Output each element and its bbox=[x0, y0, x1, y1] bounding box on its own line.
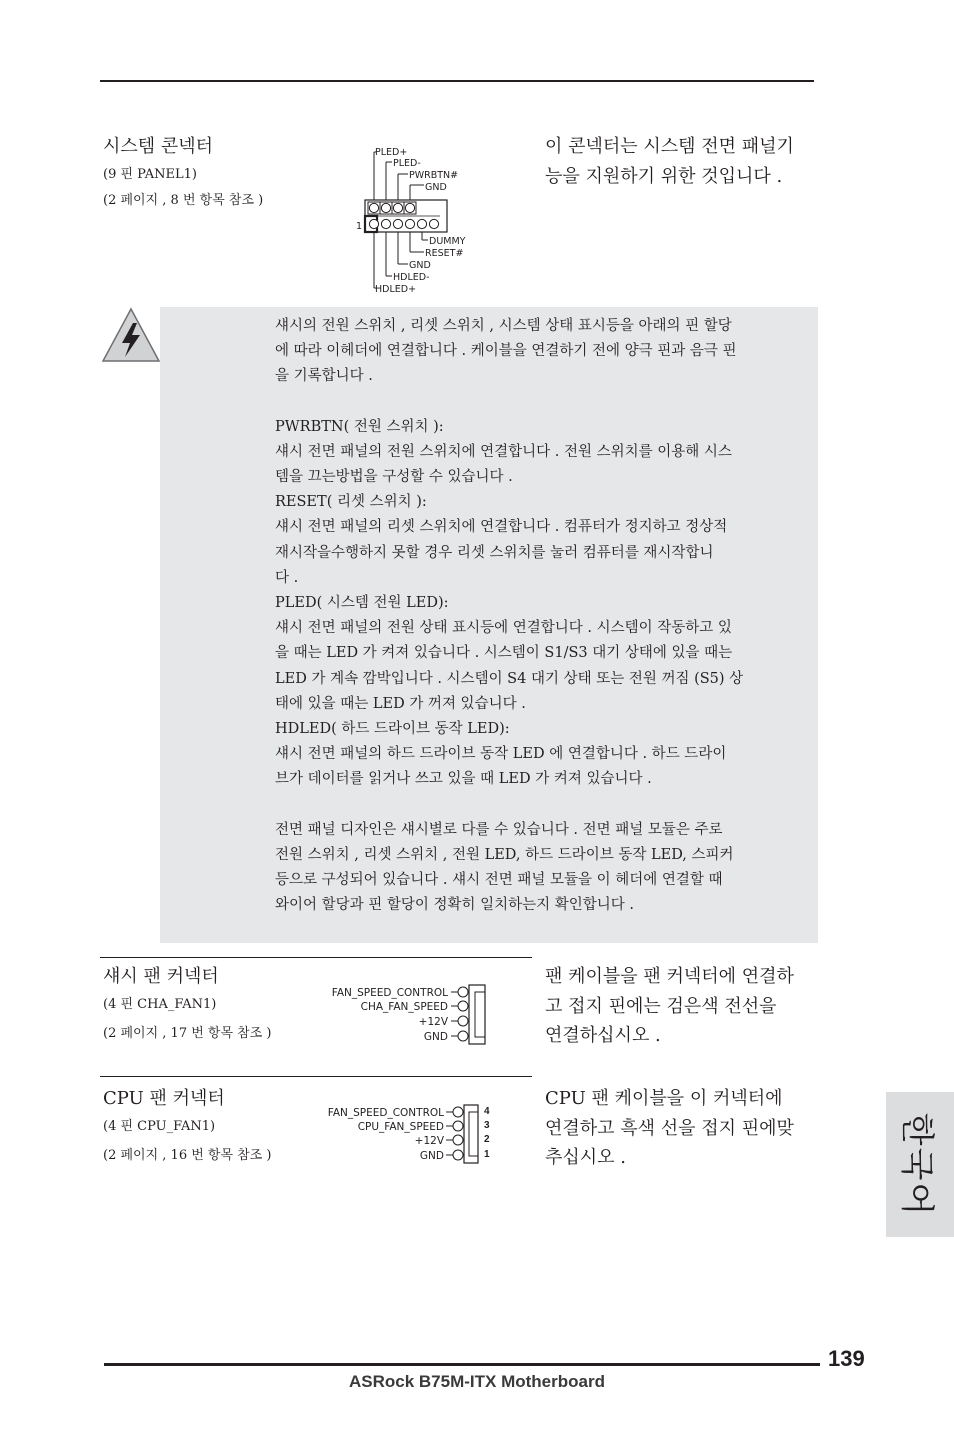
panel-desc-1: 이 콘넥터는 시스템 전면 패널기 bbox=[545, 136, 794, 157]
cpu-fan-rule bbox=[100, 1076, 532, 1077]
cpu-fan-desc-1: CPU 팬 케이블을 이 커넥터에 bbox=[545, 1088, 783, 1109]
panel-title: 시스템 콘넥터 bbox=[103, 136, 214, 157]
panel-desc-2: 능을 지원하기 위한 것입니다 . bbox=[545, 166, 783, 187]
cha-fan-pins: (4 핀 CHA_FAN1) bbox=[103, 997, 217, 1012]
pin-label-pled-plus: PLED+ bbox=[375, 147, 408, 158]
pin-label-gnd-top: GND bbox=[425, 182, 447, 193]
footer-brand: ASRock B75M-ITX Motherboard bbox=[349, 1372, 605, 1391]
footer-rule bbox=[104, 1363, 820, 1366]
cha-fan-desc-1: 팬 케이블을 팬 커넥터에 연결하 bbox=[545, 966, 794, 987]
pin-label-reset: RESET# bbox=[425, 248, 464, 259]
cha-fan-desc-3: 연결하십시오 . bbox=[545, 1025, 661, 1046]
cpu-fan-pins: (4 핀 CPU_FAN1) bbox=[103, 1119, 216, 1134]
note-text bbox=[275, 314, 820, 918]
cpu-fan-title: CPU 팬 커넥터 bbox=[103, 1088, 225, 1109]
pin-label-hdled-minus: HDLED- bbox=[393, 272, 430, 283]
language-side-tab bbox=[886, 1092, 954, 1237]
panel-pins: (9 핀 PANEL1) bbox=[103, 167, 197, 182]
cpu-fan-label-speed: CPU_FAN_SPEED bbox=[357, 1121, 444, 1133]
note-intro: 섀시의 전원 스위치 , 리셋 스위치 , 시스템 상태 표시등을 아래의 핀 할당 에 따라 이헤더에 연결합니다 . 케이블을 연결하기 전에 양극 핀과 음극 핀 을 기록합니다 . bbox=[275, 318, 737, 385]
page-number: 139 bbox=[828, 1346, 865, 1371]
top-rule bbox=[100, 80, 814, 82]
pin-label-gnd-bottom: GND bbox=[409, 260, 431, 271]
warning-lightning-icon bbox=[100, 307, 162, 363]
pin-label-dummy: DUMMY bbox=[429, 236, 466, 247]
cpu-fan-label-12v: +12V bbox=[414, 1135, 444, 1147]
pin-label-hdled-plus: HDLED+ bbox=[375, 284, 417, 295]
cpu-fan-diagram bbox=[310, 1102, 500, 1168]
cpu-fan-pin-3: 3 bbox=[484, 1120, 490, 1131]
cpu-fan-pin-4: 4 bbox=[484, 1106, 490, 1117]
cha-fan-diagram bbox=[310, 982, 500, 1048]
cha-fan-desc-2: 고 접지 핀에는 검은색 전선을 bbox=[545, 996, 777, 1017]
cha-fan-label-speed: CHA_FAN_SPEED bbox=[360, 1001, 448, 1013]
cpu-fan-pin-1: 1 bbox=[484, 1149, 490, 1160]
cha-fan-label-control: FAN_SPEED_CONTROL bbox=[331, 987, 448, 999]
cpu-fan-ref: (2 페이지 , 16 번 항목 참조 ) bbox=[103, 1148, 272, 1163]
cpu-fan-label-control: FAN_SPEED_CONTROL bbox=[327, 1107, 444, 1119]
note-pled-text: 섀시 전면 패널의 전원 상태 표시등에 연결합니다 . 시스템이 작동하고 있 을 때는 LED 가 켜져 있습니다 . 시스템이 S1/S3 대기 상태에 있을 때는 LED 가 계속 깜박입니다 . 시스템이 S4 대기 상태 또는 전원 꺼짐 (S5) 상 태에 있을 때는 LED 가 꺼져 있습니다 . bbox=[275, 620, 744, 712]
note-closing: 전면 패널 디자인은 섀시별로 다를 수 있습니다 . 전면 패널 모듈은 주로 전원 스위치 , 리셋 스위치 , 전원 LED, 하드 드라이브 동작 LED, 스피커 등으로 구성되어 있습니다 . 섀시 전면 패널 모듈을 이 헤더에 연결할 때 와이어 할당과 핀 할당이 정확히 일치하는지 확인합니다 . bbox=[275, 821, 734, 914]
note-hdled-text: 섀시 전면 패널의 하드 드라이브 동작 LED 에 연결합니다 . 하드 드라이 브가 데이터를 읽거나 쓰고 있을 때 LED 가 켜져 있습니다 . bbox=[275, 746, 727, 788]
panel-ref: (2 페이지 , 8 번 항목 참조 ) bbox=[103, 193, 264, 208]
note-reset-text: 섀시 전면 패널의 리셋 스위치에 연결합니다 . 컴퓨터가 정지하고 정상적 재시작을수행하지 못할 경우 리셋 스위치를 눌러 컴퓨터를 재시작합니 다 . bbox=[275, 519, 728, 586]
cha-fan-title: 섀시 팬 커넥터 bbox=[103, 966, 219, 987]
cpu-fan-desc-3: 추십시오 . bbox=[545, 1147, 626, 1168]
pin-label-pwrbtn: PWRBTN# bbox=[409, 170, 459, 181]
language-side-tab-label: 한국어 bbox=[896, 1112, 937, 1217]
note-pled-heading: PLED( 시스템 전원 LED): bbox=[275, 595, 449, 612]
cpu-fan-pin-2: 2 bbox=[484, 1134, 490, 1145]
pin-label-pled-minus: PLED- bbox=[393, 158, 421, 169]
note-pwrbtn-heading: PWRBTN( 전원 스위치 ): bbox=[275, 418, 444, 435]
cpu-fan-desc-2: 연결하고 흑색 선을 접지 핀에맞 bbox=[545, 1118, 794, 1139]
note-reset-heading: RESET( 리셋 스위치 ): bbox=[275, 494, 427, 511]
cha-fan-rule bbox=[100, 957, 532, 958]
panel-header-diagram bbox=[355, 140, 495, 300]
note-pwrbtn-text: 섀시 전면 패널의 전원 스위치에 연결합니다 . 전원 스위치를 이용해 시스 템을 끄는방법을 구성할 수 있습니다 . bbox=[275, 443, 732, 486]
cha-fan-label-gnd: GND bbox=[423, 1031, 448, 1043]
cha-fan-label-12v: +12V bbox=[418, 1016, 448, 1028]
cpu-fan-label-gnd: GND bbox=[419, 1150, 444, 1162]
pin1-label: 1 bbox=[356, 221, 363, 232]
note-hdled-heading: HDLED( 하드 드라이브 동작 LED): bbox=[275, 721, 510, 738]
cha-fan-ref: (2 페이지 , 17 번 항목 참조 ) bbox=[103, 1026, 272, 1041]
